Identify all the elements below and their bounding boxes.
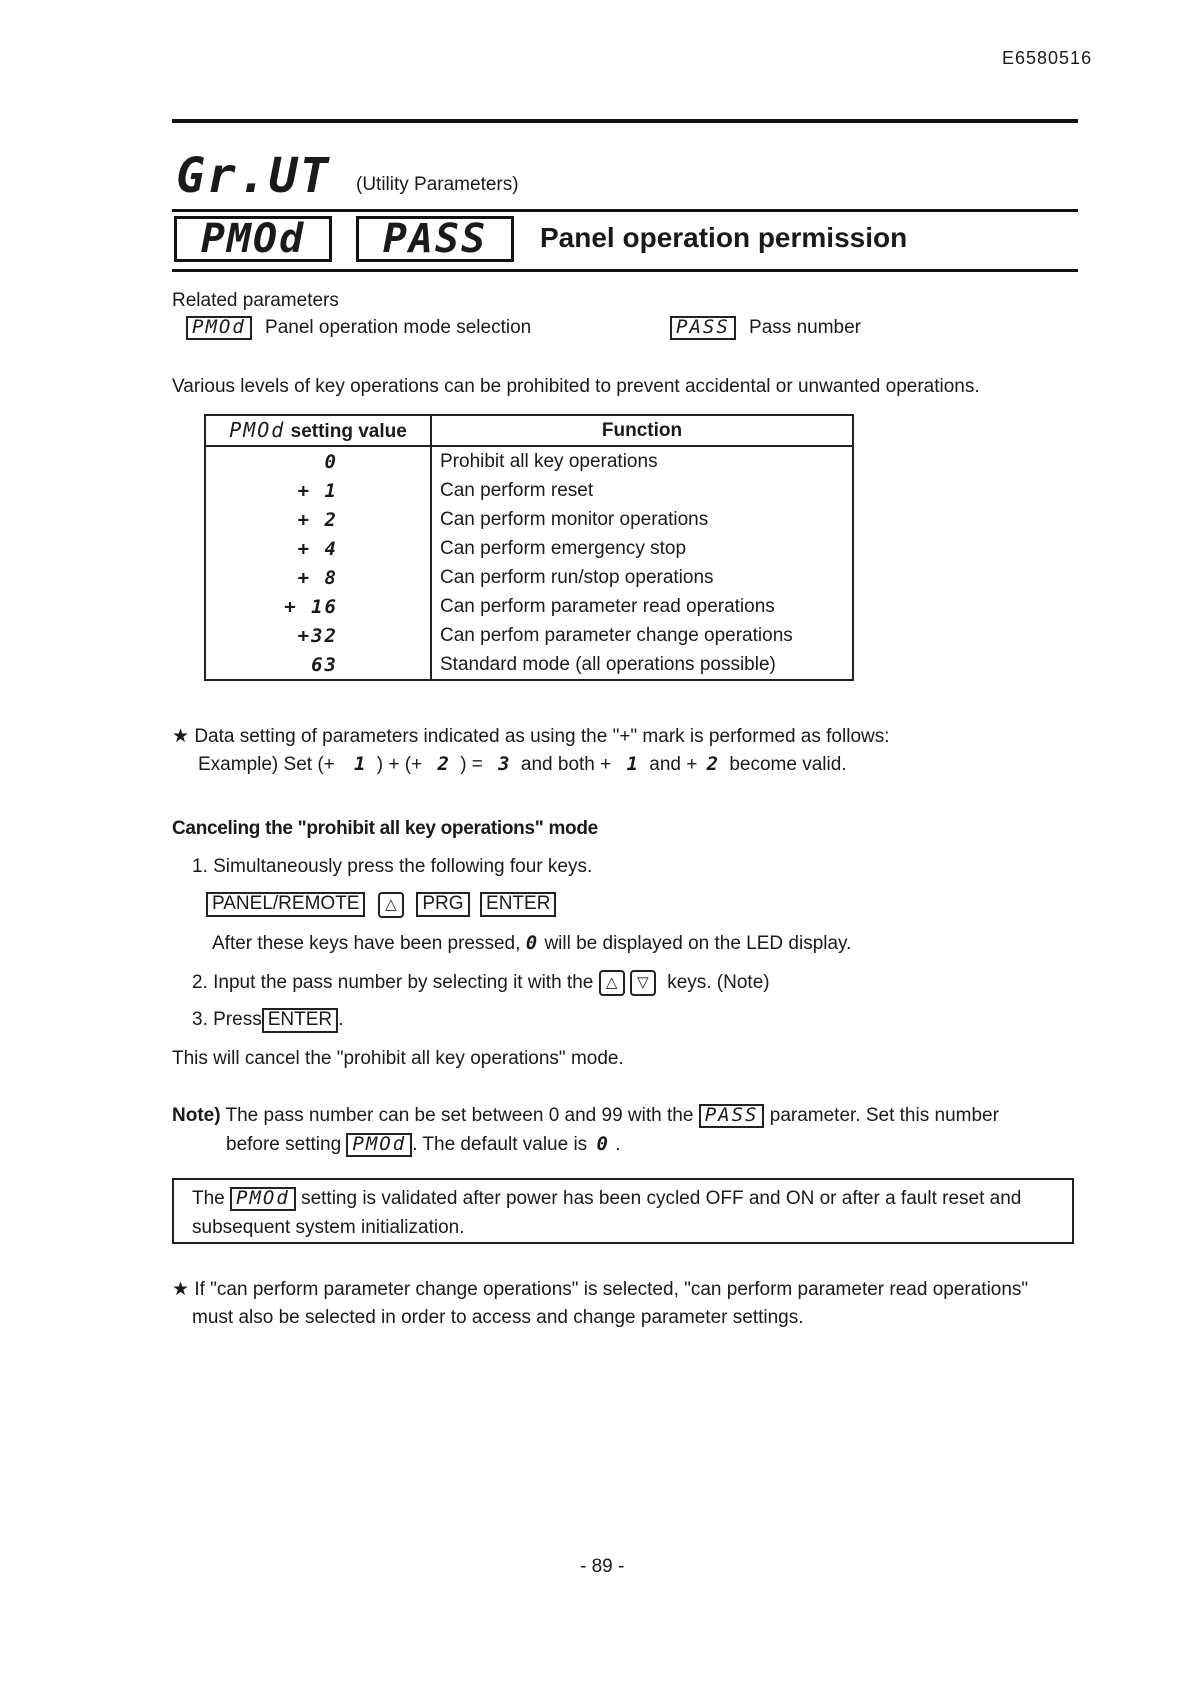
validation-note-box xyxy=(172,1178,1074,1244)
example-equals: ) = xyxy=(460,754,483,775)
note-label: Note) xyxy=(172,1105,221,1126)
table-row xyxy=(206,621,852,650)
table-row xyxy=(206,563,852,592)
validation-note-line-2: subsequent system initialization. xyxy=(192,1217,465,1238)
prg-key: PRG xyxy=(416,892,469,917)
star-note-2-line1: If "can perform parameter change operations" is selected, "can perform parameter read operations" xyxy=(194,1279,1029,1300)
table-row xyxy=(206,505,852,534)
title-rule-top xyxy=(172,209,1078,212)
related-text-pass: Pass number xyxy=(749,317,861,338)
table-cell-value: 0 xyxy=(206,446,431,476)
function-table xyxy=(204,414,854,681)
example-value: 1 xyxy=(626,753,640,775)
table-row xyxy=(206,446,852,476)
group-code: Gr.UT xyxy=(176,148,331,204)
validation-note-pre: The xyxy=(192,1188,225,1209)
table-cell-function: Standard mode (all operations possible) xyxy=(440,653,776,675)
note-l2-mid: . The default value is xyxy=(412,1134,588,1155)
related-text-pmod: Panel operation mode selection xyxy=(265,317,532,338)
up-arrow-key-icon: △ xyxy=(599,970,625,996)
note-l2-pre: before setting xyxy=(226,1134,342,1155)
table-cell-function: Can perform reset xyxy=(440,479,594,501)
table-row xyxy=(206,476,852,505)
table-cell-value: 63 xyxy=(206,650,431,679)
table-cell-value: +32 xyxy=(206,621,431,650)
table-cell-function: Can perform run/stop operations xyxy=(440,566,714,588)
table-header-setting xyxy=(206,416,431,446)
note-l1-pre: The pass number can be set between 0 and 99 with the xyxy=(225,1105,694,1126)
table-header-function: Function xyxy=(431,416,852,446)
example-value: 2 xyxy=(706,753,721,775)
note-l1-post: parameter. Set this number xyxy=(769,1105,999,1126)
star-icon: ★ xyxy=(172,1279,190,1300)
document-code: E6580516 xyxy=(1002,48,1093,68)
cancel-step-3-pre: 3. Press xyxy=(192,1009,262,1030)
table-cell-function: Prohibit all key operations xyxy=(440,450,658,472)
title-code-pmod: PMOd xyxy=(174,216,332,262)
cancel-after-post: will be displayed on the LED display. xyxy=(544,933,852,954)
panel-remote-key: PANEL/REMOTE xyxy=(206,892,365,917)
related-item-pass xyxy=(670,316,861,340)
led-zero-code: 0 xyxy=(525,932,540,954)
star-note-2 xyxy=(172,1278,1028,1301)
cancel-key-row xyxy=(206,892,556,918)
group-label: (Utility Parameters) xyxy=(356,174,519,195)
cancel-step-2-post: keys. (Note) xyxy=(667,972,770,994)
table-row xyxy=(206,650,852,679)
star-note-2-line2: must also be selected in order to access and change parameter settings. xyxy=(192,1307,804,1328)
note-pass-code: PASS xyxy=(699,1104,765,1128)
star-note-1-line1: Data setting of parameters indicated as using the "+" mark is performed as follows: xyxy=(194,726,890,747)
example-value: 2 xyxy=(437,753,451,775)
star-icon: ★ xyxy=(172,726,190,747)
table-cell-value: + 8 xyxy=(206,563,431,592)
table-row xyxy=(206,534,852,563)
enter-key: ENTER xyxy=(262,1008,338,1033)
example-value: 3 xyxy=(498,753,512,775)
page-title: Panel operation permission xyxy=(540,222,908,253)
cancel-after-pre: After these keys have been pressed, xyxy=(212,933,521,954)
table-cell-value: + 16 xyxy=(206,592,431,621)
note-default-code: 0 xyxy=(596,1133,610,1155)
table-header-row xyxy=(206,416,852,446)
example-mid: ) + (+ xyxy=(376,754,423,775)
example-end: become valid. xyxy=(729,754,847,775)
table-header-col1: setting value xyxy=(290,421,407,442)
related-item-pmod xyxy=(186,316,531,340)
cancel-closing: This will cancel the "prohibit all key operations" mode. xyxy=(172,1048,624,1069)
note-pmod-code: PMOd xyxy=(346,1133,412,1157)
example-and: and both + xyxy=(520,754,612,775)
table-cell-function: Can perform emergency stop xyxy=(440,537,687,559)
example-and: and + xyxy=(649,754,698,775)
table-cell-value: + 4 xyxy=(206,534,431,563)
star-note-1 xyxy=(172,725,890,748)
cancel-after-text xyxy=(212,932,851,955)
example-prefix: Example) Set (+ xyxy=(198,754,335,775)
title-code-pass: PASS xyxy=(356,216,514,262)
cancel-step-1: 1. Simultaneously press the following four keys. xyxy=(192,856,593,877)
cancel-heading: Canceling the "prohibit all key operations" mode xyxy=(172,818,598,839)
down-arrow-key-icon: ▽ xyxy=(630,970,656,996)
enter-key: ENTER xyxy=(480,892,556,917)
cancel-step-2 xyxy=(192,970,770,996)
cancel-step-3: 3. Press ENTER . xyxy=(192,1008,343,1033)
note-line-1 xyxy=(172,1104,999,1128)
table-cell-value: + 1 xyxy=(206,476,431,505)
table-cell-function: Can perfom parameter change operations xyxy=(440,624,793,646)
validation-note-post: setting is validated after power has been cycled OFF and ON or after a fault reset and xyxy=(301,1188,1022,1209)
note-line-2: before setting PMOd . The default value is 0 . xyxy=(226,1133,621,1155)
validation-note-code: PMOd xyxy=(230,1187,296,1211)
up-arrow-key-icon: △ xyxy=(378,892,404,918)
validation-note-line-1 xyxy=(192,1184,1072,1213)
cancel-step-2-pre: 2. Input the pass number by selecting it with the xyxy=(192,972,594,994)
table-cell-value: + 2 xyxy=(206,505,431,534)
table-row xyxy=(206,592,852,621)
title-rule-bottom xyxy=(172,269,1078,272)
related-code-pmod: PMOd xyxy=(186,316,252,340)
table-cell-function: Can perform parameter read operations xyxy=(440,595,775,617)
intro-text: Various levels of key operations can be prohibited to prevent accidental or unwanted operations. xyxy=(172,376,980,397)
example-value: 1 xyxy=(354,753,368,775)
top-rule xyxy=(172,119,1078,123)
table-cell-function: Can perform monitor operations xyxy=(440,508,709,530)
page-number: - 89 - xyxy=(580,1556,625,1577)
related-code-pass: PASS xyxy=(670,316,736,340)
table-header-code: PMOd xyxy=(229,418,286,442)
related-heading: Related parameters xyxy=(172,290,339,311)
star-note-1-example xyxy=(198,753,847,776)
